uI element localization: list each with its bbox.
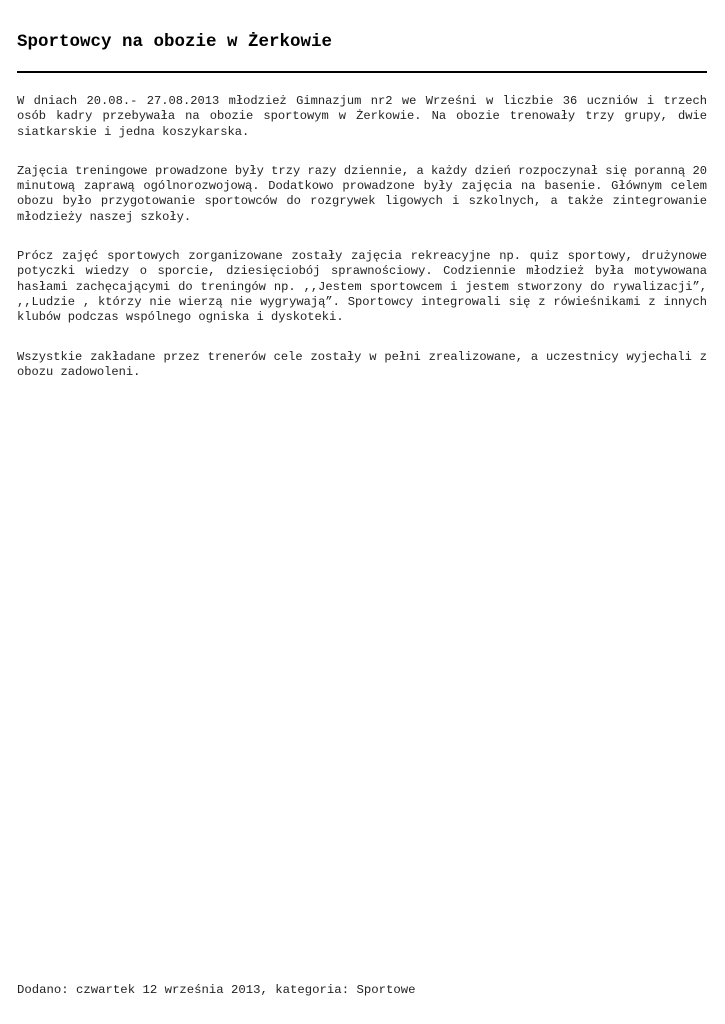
paragraph-summary: Wszystkie zakładane przez trenerów cele zostały w pełni zrealizowane, a uczestnicy wyjechali z obozu zadowoleni. (17, 349, 707, 379)
post-meta-footer: Dodano: czwartek 12 września 2013, kategoria: Sportowe (17, 983, 416, 997)
article-body (17, 94, 707, 404)
title-divider (17, 71, 707, 73)
paragraph-recreation: Prócz zajęć sportowych zorganizowane zostały zajęcia rekreacyjne np. quiz sportowy, drużynowe potyczki wiedzy o sporcie, dziesięciobój sprawnościowy. Codziennie młodzież była motywowana hasłami zachęcającymi do treningów np. ,,Jestem sportowcem i jestem stworzony do rywalizacji”, ,,Ludzie , którzy nie wierzą nie wygrywają”. Sportowcy integrowali się z rówieśnikami z innych klubów podczas wspólnego ogniska i dyskoteki. (17, 249, 707, 325)
document-page (17, 0, 707, 1024)
paragraph-training: Zajęcia treningowe prowadzone były trzy razy dziennie, a każdy dzień rozpoczynał się poranną 20 minutową zaprawą ogólnorozwojową. Dodatkowo prowadzone były zajęcia na basenie. Głównym celem obozu było przygotowanie sportowców do rozgrywek ligowych i szkolnych, a także zintegrowanie młodzieży naszej szkoły. (17, 163, 707, 224)
paragraph-camp-intro: W dniach 20.08.- 27.08.2013 młodzież Gimnazjum nr2 we Wrześni w liczbie 36 uczniów i trzech osób kadry przebywała na obozie sportowym w Żerkowie. Na obozie trenowały trzy grupy, dwie siatkarskie i jedna koszykarska. (17, 94, 707, 139)
page-title: Sportowcy na obozie w Żerkowie (17, 32, 333, 52)
